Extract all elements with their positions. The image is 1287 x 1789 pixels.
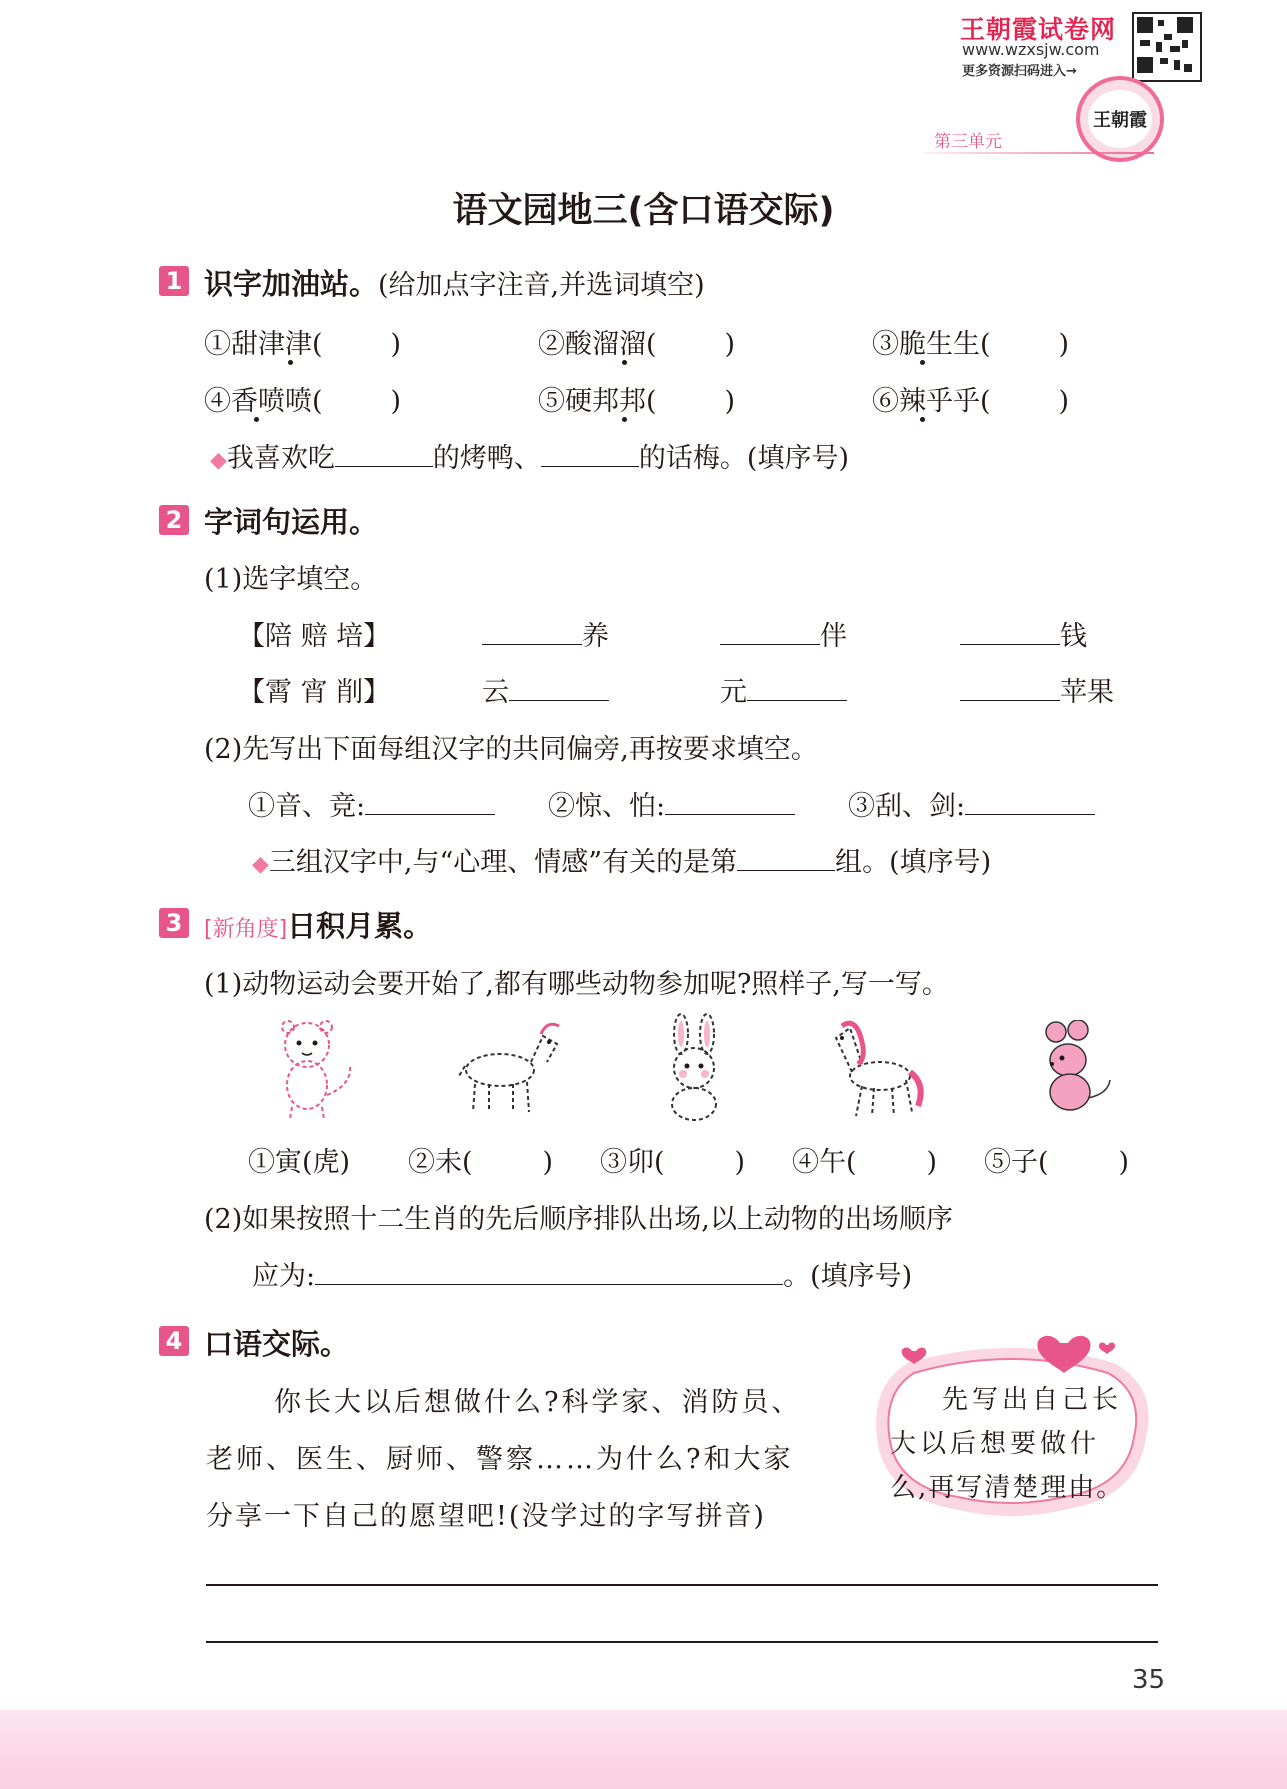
q1-item-2: ②酸溜溜( ): [538, 329, 736, 360]
q2-group1-chars: 【陪 赔 培】: [238, 621, 391, 652]
mouse-icon: [1028, 1020, 1112, 1116]
q3-label-4: ④午( ): [792, 1147, 938, 1178]
q1-item-6: ⑥辣乎乎( ): [872, 386, 1070, 417]
emphasis-dot: [622, 417, 627, 422]
q2-pair-3: ③刮、剑:: [848, 784, 1095, 823]
question-1-instruction: (给加点字注音,并选词填空): [378, 270, 705, 301]
answer-blank[interactable]: [335, 440, 433, 467]
answer-blank[interactable]: [509, 674, 609, 701]
brand-title: 王朝霞试卷网: [960, 15, 1117, 44]
question-3-title: 日积月累。: [287, 909, 433, 943]
answer-blank[interactable]: [747, 674, 847, 701]
tiger-icon: [262, 1015, 362, 1121]
diamond-icon: ◆: [210, 448, 227, 473]
emphasis-dot: [920, 360, 925, 365]
question-number-4: 4: [159, 1326, 189, 1356]
q2-g2-word-2: 元: [720, 670, 847, 709]
q3-label-3: ③卯( ): [600, 1147, 746, 1178]
answer-blank[interactable]: [315, 1258, 783, 1285]
emphasis-dot: [288, 360, 293, 365]
q2-sub1: (1)选字填空。: [204, 564, 378, 595]
horse-icon: [822, 1014, 930, 1122]
q2-g1-word-3: 钱: [960, 614, 1087, 653]
q2-g2-word-3: 苹果: [960, 670, 1114, 709]
footer-band: [0, 1710, 1287, 1789]
emphasis-dot: [622, 360, 627, 365]
unit-label: 第三单元: [934, 132, 1002, 152]
q1-fill-sentence: ◆我喜欢吃 的烤鸭、 的话梅。(填序号): [210, 436, 849, 475]
diamond-icon: ◆: [252, 852, 269, 877]
answer-blank[interactable]: [720, 618, 820, 645]
answer-blank[interactable]: [960, 674, 1060, 701]
q3-label-1: ①寅(虎): [248, 1147, 351, 1178]
question-number-1: 1: [159, 266, 189, 296]
q3-sub2: (2)如果按照十二生肖的先后顺序排队出场,以上动物的出场顺序: [204, 1204, 953, 1235]
q2-fill-sentence: ◆三组汉字中,与“心理、情感”有关的是第 组。(填序号): [252, 840, 991, 879]
q2-g1-word-2: 伴: [720, 614, 847, 653]
q1-item-1: ①甜津津( ): [204, 329, 402, 360]
answer-blank[interactable]: [737, 844, 835, 871]
brand-seal-logo: 王朝霞: [1076, 76, 1164, 162]
answer-blank[interactable]: [965, 788, 1095, 815]
q3-label-2: ②未( ): [408, 1147, 554, 1178]
q4-paragraph-line-1: 你长大以后想做什么?科学家、消防员、: [274, 1387, 802, 1418]
question-3-heading: [204, 904, 432, 945]
emphasis-dot: [920, 417, 925, 422]
brand-more-text: 更多资源扫码进入→: [962, 64, 1077, 79]
question-number-3: 3: [159, 908, 189, 938]
answer-blank[interactable]: [541, 440, 639, 467]
question-4-title: 口语交际。: [204, 1327, 350, 1361]
new-angle-tag: [新角度]: [204, 917, 288, 942]
page-number: 35: [1132, 1665, 1166, 1695]
answer-blank[interactable]: [365, 788, 495, 815]
q2-pair-1: ①音、竞:: [248, 784, 495, 823]
q2-g1-word-1: 养: [482, 614, 609, 653]
q2-sub2: (2)先写出下面每组汉字的共同偏旁,再按要求填空。: [204, 734, 818, 765]
q2-pair-2: ②惊、怕:: [548, 784, 795, 823]
q1-item-5: ⑤硬邦邦( ): [538, 386, 736, 417]
q2-group2-chars: 【霄 宵 削】: [238, 677, 391, 708]
q3-sub2-answer: 应为: 。(填序号): [252, 1254, 912, 1293]
q4-paragraph-line-2: 老师、医生、厨师、警察……为什么?和大家: [206, 1444, 794, 1475]
emphasis-dot: [254, 417, 259, 422]
answer-blank[interactable]: [960, 618, 1060, 645]
qr-code-icon[interactable]: [1132, 12, 1202, 82]
rabbit-icon: [655, 1012, 733, 1122]
question-number-2: 2: [159, 505, 189, 535]
unit-underline: [924, 152, 1154, 154]
answer-line[interactable]: [206, 1641, 1158, 1643]
answer-line[interactable]: [206, 1584, 1158, 1586]
question-1-title: 识字加油站。: [204, 267, 379, 301]
q3-label-5: ⑤子( ): [984, 1147, 1130, 1178]
q1-item-4: ④香喷喷( ): [204, 386, 402, 417]
answer-blank[interactable]: [482, 618, 582, 645]
tip-bubble-text: 先写出自己长 大以后想要做什 么,再写清楚理由。: [890, 1385, 1125, 1503]
question-2-title: 字词句运用。: [204, 505, 379, 539]
page-title: 语文园地三(含口语交际): [452, 191, 835, 231]
question-1-heading: [204, 262, 705, 303]
brand-url[interactable]: www.wzxsjw.com: [962, 40, 1100, 59]
answer-blank[interactable]: [665, 788, 795, 815]
q1-item-3: ③脆生生( ): [872, 329, 1070, 360]
q3-sub1: (1)动物运动会要开始了,都有哪些动物参加呢?照样子,写一写。: [204, 969, 949, 1000]
q4-paragraph-line-3: 分享一下自己的愿望吧!(没学过的字写拼音): [206, 1501, 766, 1532]
goat-icon: [455, 1018, 563, 1118]
q2-g2-word-1: 云: [482, 670, 609, 709]
